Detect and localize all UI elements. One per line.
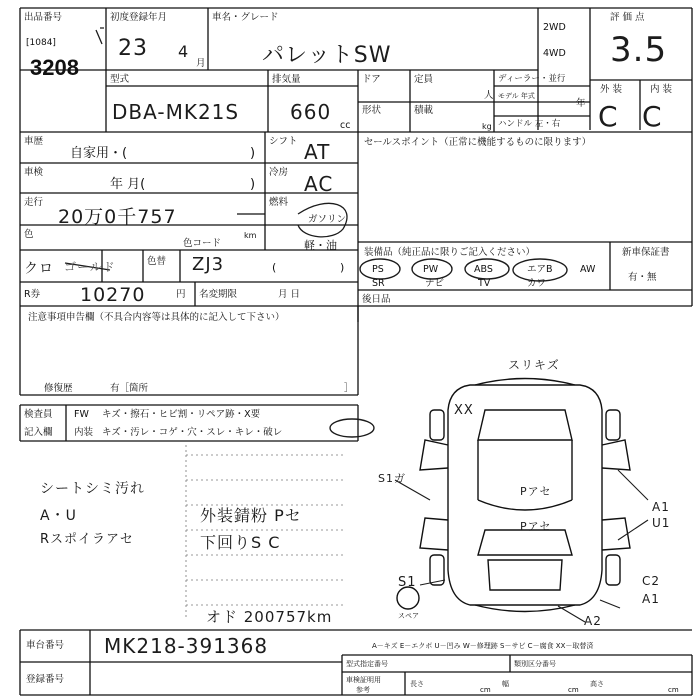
car-diagram	[397, 379, 630, 612]
car-name-label: 車名・グレード	[212, 12, 279, 23]
lot-bracket: [1084]	[26, 38, 56, 48]
lot-number: 3208	[30, 55, 79, 80]
handle-label: ハンドル 左・右	[498, 119, 561, 129]
model-year-label: モデル 年式	[498, 92, 535, 100]
width-label: 幅	[502, 680, 509, 688]
car-name: パレットSW	[262, 43, 392, 68]
mark-a2: A2	[584, 614, 602, 628]
mark-right-u1: U1	[652, 516, 671, 530]
note-odometer: オド 200757km	[206, 608, 333, 626]
damage-legend: A－キズ E－エクボ U－凹み W－修理跡 S－サビ C－腐食 XX－取替済	[372, 642, 594, 650]
history-value: 自家用・(	[70, 146, 128, 161]
height-unit: cm	[668, 686, 679, 694]
displacement-unit: cc	[340, 120, 351, 131]
note-au: A・U	[40, 508, 77, 524]
mark-xx: XX	[454, 403, 474, 418]
reference-label: 参考	[356, 686, 370, 694]
equipment-leather: カワ	[527, 278, 547, 289]
expiry-value: 月 日	[278, 289, 301, 300]
registration-year: 23	[118, 36, 148, 61]
equipment-sr: SR	[372, 278, 385, 289]
model-code: DBA-MK21S	[112, 100, 240, 124]
shift-value: AT	[304, 140, 331, 164]
dealer-label: ディーラー・並行	[498, 74, 566, 84]
displacement-value: 660	[290, 100, 332, 124]
equipment-navi: ナビ	[425, 278, 445, 289]
mark-spare: スペア	[398, 612, 419, 620]
repair-history-close: ］	[344, 383, 354, 394]
fuel-label: 燃料	[269, 197, 289, 208]
vehicle-cert-label: 車検証明用	[346, 676, 381, 684]
registration-month: 4	[178, 42, 190, 61]
equipment-pw: PW	[423, 264, 439, 275]
history-label: 車歴	[24, 136, 44, 147]
door-label: ドア	[362, 74, 381, 85]
shift-label: シフト	[269, 136, 298, 147]
length-unit: cm	[480, 686, 491, 694]
mileage-label: 走行	[24, 197, 44, 208]
fuel-paren-close: )	[340, 261, 345, 274]
mark-roof-paint: Pアセ	[520, 485, 552, 498]
aircon-value: AC	[304, 172, 334, 196]
chassis-number-label: 車台番号	[26, 640, 65, 651]
equipment-abs: ABS	[474, 264, 493, 275]
warranty-label: 新車保証書	[622, 247, 670, 258]
equipment-airbag: エアB	[527, 264, 553, 275]
exterior-grade: C	[598, 100, 619, 133]
year-unit: 年	[576, 98, 586, 109]
note-underbody: 下回りS C	[200, 533, 281, 552]
load-unit: kg	[482, 122, 492, 131]
color-code-value: ZJ3	[192, 254, 225, 275]
expiry-label: 名変期限	[199, 289, 238, 300]
mark-c2: C2	[642, 574, 661, 588]
mileage-unit: km	[244, 231, 257, 240]
warranty-value: 有・無	[628, 272, 657, 283]
evaluation-label: 評 価 点	[610, 12, 645, 23]
inspector-label: 検査員	[24, 409, 53, 420]
fuel-diesel: 軽・油	[304, 239, 337, 252]
inspection-close: )	[250, 177, 256, 192]
displacement-label: 排気量	[272, 74, 301, 85]
chassis-number: MK218-391368	[104, 634, 269, 658]
mileage-value: 20万0千757	[58, 206, 177, 228]
month-unit: 月	[196, 58, 206, 69]
selling-points-label: セールスポイント（正常に機能するものに限ります）	[364, 137, 592, 148]
type-cert-label: 型式指定番号	[346, 660, 388, 668]
drive-4wd: 4WD	[543, 48, 566, 59]
note-spoiler: Rスポイラアセ	[40, 532, 134, 547]
recycle-label: R券	[24, 289, 41, 300]
interior-grade: C	[642, 100, 663, 133]
recycle-unit: 円	[176, 289, 186, 300]
notes-label: 注意事項申告欄（不具合内容等は具体的に記入して下さい）	[28, 312, 285, 323]
interior-label: 内 装	[650, 84, 673, 95]
equipment-tv: TV	[478, 278, 491, 289]
length-label: 長さ	[410, 680, 424, 688]
mark-bottom-s1: S1	[398, 575, 417, 590]
entry-label: 記入欄	[24, 427, 53, 438]
fuel-gasoline: ガソリン	[308, 214, 347, 225]
history-close: )	[250, 146, 256, 161]
interior-check-items: キズ・汚レ・コゲ・穴・スレ・キレ・破レ	[102, 427, 283, 438]
recycle-value: 10270	[80, 284, 146, 306]
evaluation-score: 3.5	[610, 30, 668, 70]
load-label: 積載	[414, 105, 434, 116]
mark-right-a1: A1	[652, 500, 670, 514]
note-seat-stain: シートシミ汚れ	[40, 481, 145, 497]
width-unit: cm	[568, 686, 579, 694]
fw-items: キズ・擦石・ヒビ割・リペア跡・X要	[102, 409, 261, 420]
inspection-label: 車検	[24, 167, 44, 178]
shape-label: 形状	[362, 105, 382, 116]
mark-top-scratch: スリキズ	[508, 358, 560, 372]
mark-hood-paint: Pアセ	[520, 520, 552, 533]
equipment-aw: AW	[580, 264, 596, 275]
inspection-value: 年 月(	[110, 177, 146, 192]
first-registration-label: 初度登録年月	[110, 12, 168, 23]
capacity-unit: 人	[484, 90, 494, 101]
note-rust: 外装錆粉 Pセ	[200, 506, 302, 525]
color-value: クロ	[24, 261, 54, 277]
equipment-label: 装備品（純正品に限りご記入ください）	[364, 247, 536, 258]
equipment-ps: PS	[372, 264, 384, 275]
color-swap-label: 色替	[147, 256, 167, 267]
model-label: 型式	[110, 74, 130, 85]
class-number-label: 類別区分番号	[514, 660, 556, 668]
mark-a1-bottom: A1	[642, 592, 660, 606]
exterior-label: 外 装	[600, 84, 623, 95]
color-label: 色	[24, 229, 34, 240]
mark-left-s1: S1ガ	[378, 472, 406, 485]
interior-check-label: 内装	[74, 427, 94, 438]
capacity-label: 定員	[414, 74, 434, 85]
lot-number-label: 出品番号	[24, 12, 63, 23]
color-struck-value: ゴールド	[64, 260, 116, 274]
registration-number-label: 登録番号	[26, 674, 65, 685]
repair-history-value: 有［箇所	[110, 383, 149, 394]
height-label: 高さ	[590, 680, 604, 688]
fw-label: FW	[74, 409, 89, 420]
fuel-paren-open: (	[272, 261, 277, 274]
color-code-label: 色コード	[183, 238, 222, 249]
drive-2wd: 2WD	[543, 22, 566, 33]
repair-history-label: 修復歴	[44, 383, 73, 394]
aircon-label: 冷房	[269, 167, 289, 178]
aftermarket-label: 後日品	[362, 294, 391, 305]
